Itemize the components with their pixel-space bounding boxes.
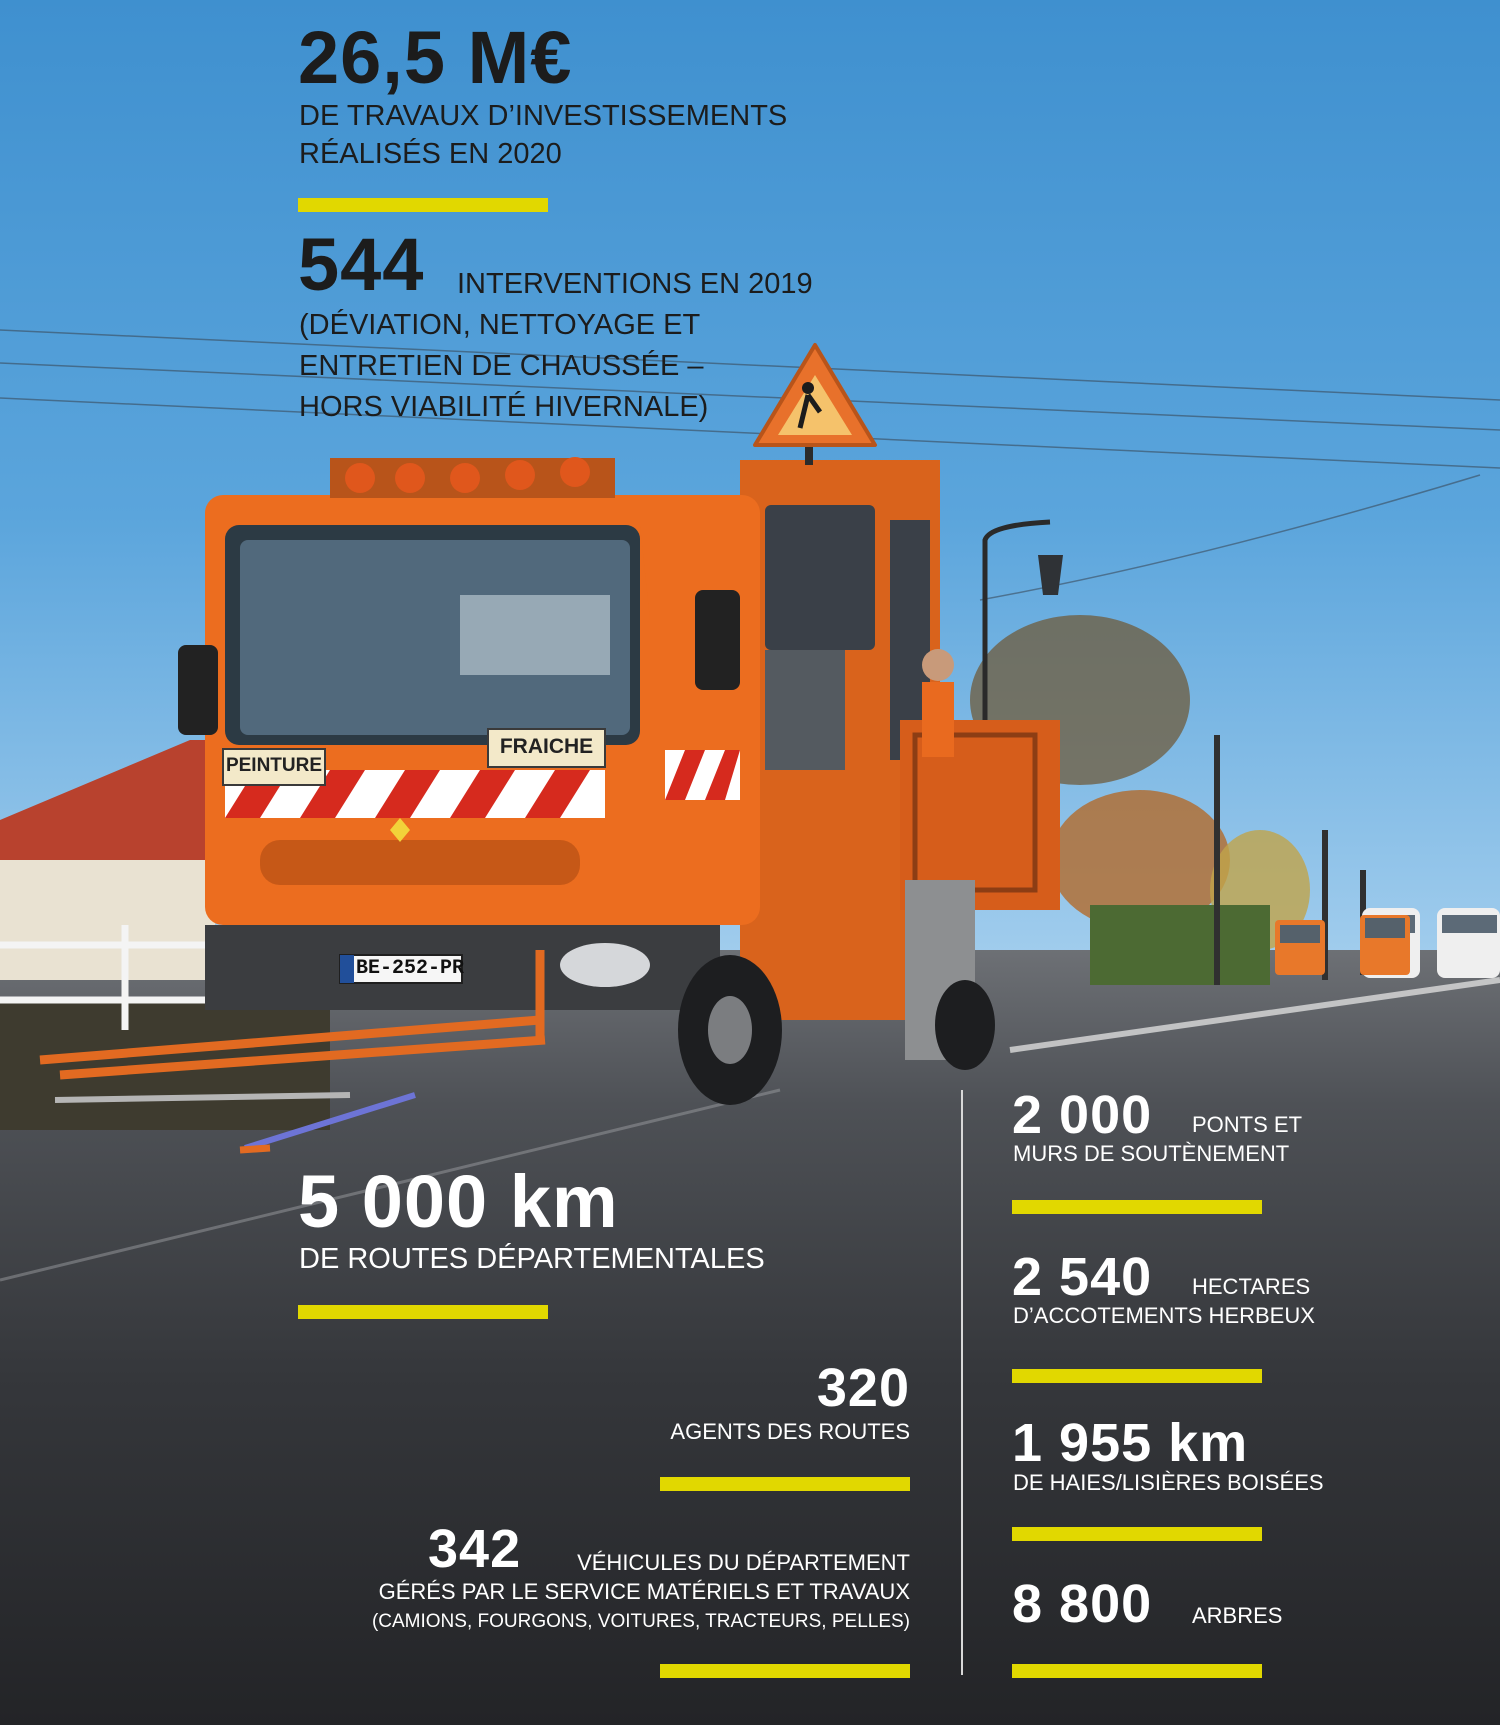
divider-yellow bbox=[298, 198, 548, 212]
stat-interventions-line3: HORS VIABILITÉ HIVERNALE) bbox=[299, 391, 709, 423]
stat-interventions-inline: INTERVENTIONS EN 2019 bbox=[457, 268, 813, 300]
stat-vehicules-line1: GÉRÉS PAR LE SERVICE MATÉRIELS ET TRAVAUX bbox=[378, 1579, 910, 1604]
truck-label-peinture: PEINTURE bbox=[222, 748, 326, 786]
stat-hectares-value: 2 540 bbox=[1012, 1247, 1153, 1307]
stat-ponts-inline: PONTS ET bbox=[1192, 1112, 1303, 1137]
stat-vehicules-value: 342 bbox=[428, 1519, 522, 1579]
stat-routes-value: 5 000 km bbox=[298, 1160, 619, 1243]
stat-vehicules-line2: (CAMIONS, FOURGONS, VOITURES, TRACTEURS, PELLES) bbox=[371, 1611, 910, 1632]
divider-yellow bbox=[298, 1305, 548, 1319]
stat-vehicules-inline: VÉHICULES DU DÉPARTEMENT bbox=[577, 1550, 910, 1575]
stat-interventions-line2: ENTRETIEN DE CHAUSSÉE – bbox=[299, 350, 704, 382]
stat-investment-value: 26,5 M€ bbox=[298, 16, 573, 99]
stat-arbres-value: 8 800 bbox=[1012, 1574, 1153, 1634]
truck-label-fraiche: FRAICHE bbox=[487, 728, 606, 768]
divider-yellow bbox=[1012, 1664, 1262, 1678]
stat-interventions-line1: (DÉVIATION, NETTOYAGE ET bbox=[299, 309, 701, 341]
divider-yellow bbox=[660, 1477, 910, 1491]
stat-hectares-inline: HECTARES bbox=[1192, 1274, 1311, 1299]
stat-routes-line1: DE ROUTES DÉPARTEMENTALES bbox=[299, 1243, 765, 1275]
stat-arbres-inline: ARBRES bbox=[1192, 1603, 1283, 1628]
stat-haies-line1: DE HAIES/LISIÈRES BOISÉES bbox=[1013, 1470, 1324, 1495]
divider-yellow bbox=[660, 1664, 910, 1678]
stat-haies-value: 1 955 km bbox=[1012, 1413, 1249, 1473]
license-plate: BE-252-PR bbox=[356, 957, 465, 980]
stat-ponts-value: 2 000 bbox=[1012, 1085, 1153, 1145]
divider-yellow bbox=[1012, 1200, 1262, 1214]
stat-interventions-value: 544 bbox=[298, 223, 425, 306]
stat-investment-line2: RÉALISÉS EN 2020 bbox=[299, 138, 562, 170]
stat-hectares-line1: D’ACCOTEMENTS HERBEUX bbox=[1013, 1303, 1315, 1328]
stat-ponts-line1: MURS DE SOUTÈNEMENT bbox=[1013, 1141, 1290, 1166]
stat-investment-line1: DE TRAVAUX D’INVESTISSEMENTS bbox=[299, 100, 788, 132]
stat-agents-value: 320 bbox=[816, 1358, 910, 1418]
roadwork-sign-icon bbox=[755, 345, 875, 465]
stat-agents-line1: AGENTS DES ROUTES bbox=[670, 1419, 910, 1444]
divider-yellow bbox=[1012, 1369, 1262, 1383]
column-divider bbox=[961, 1090, 963, 1675]
divider-yellow bbox=[1012, 1527, 1262, 1541]
